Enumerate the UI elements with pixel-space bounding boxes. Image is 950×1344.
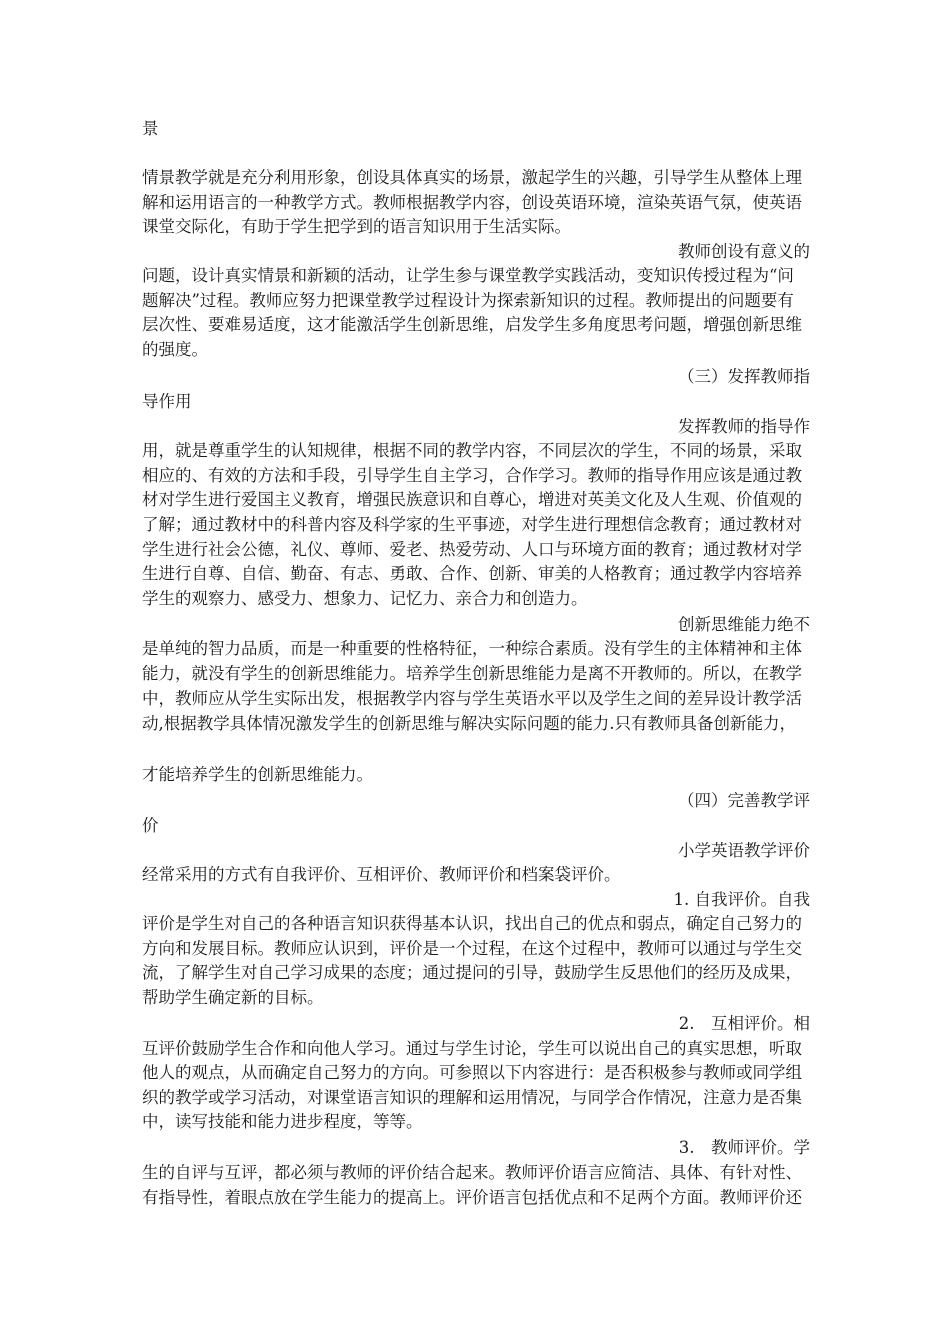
- text-line: 动,根据教学具体情况激发学生的创新思维与解决实际问题的能力.只有教师具备创新能力，: [142, 714, 796, 733]
- text-line: 评价是学生对自己的各种语言知识获得基本认识，找出自己的优点和弱点，确定自己努力的: [142, 914, 802, 933]
- section-heading: （四）完善教学评: [678, 791, 810, 810]
- text-line: 3. 教师评价。学: [678, 1138, 810, 1157]
- text-line: 了解；通过教材中的科普内容及科学家的生平事迹，对学生进行理想信念教育；通过教材对: [142, 515, 802, 534]
- text-line: 经常采用的方式有自我评价、互相评价、教师评价和档案袋评价。: [142, 865, 621, 884]
- text-line: 材对学生进行爱国主义教育，增强民族意识和自尊心，增进对英美文化及人生观、价值观的: [142, 490, 802, 509]
- text-line: 的强度。: [142, 340, 208, 359]
- text-line: 题解决”过程。教师应努力把课堂教学过程设计为探索新知识的过程。教师提出的问题要有: [142, 291, 794, 310]
- text-line: 是单纯的智力品质，而是一种重要的性格特征，一种综合素质。没有学生的主体精神和主体: [142, 639, 802, 658]
- text-line: 1. 自我评价。自我: [673, 890, 810, 909]
- text-line: 生的自评与互评，都必须与教师的评价结合起来。教师评价语言应简洁、具体、有针对性、: [142, 1163, 802, 1182]
- text-line: 景: [142, 119, 159, 138]
- section-heading: （三）发挥教师指: [678, 367, 810, 386]
- text-line: 发挥教师的指导作: [678, 417, 810, 436]
- text-line: 解和运用语言的一种教学方式。教师根据教学内容，创设英语环境，渲染英语气氛，使英语: [142, 193, 802, 212]
- section-heading: 价: [142, 816, 159, 835]
- text-line: 课堂交际化，有助于学生把学到的语言知识用于生活实际。: [142, 217, 571, 236]
- text-line: 流，了解学生对自己学习成果的态度；通过提问的引导，鼓励学生反思他们的经历及成果，: [142, 963, 802, 982]
- text-line: 学生的观察力、感受力、想象力、记忆力、亲合力和创造力。: [142, 589, 588, 608]
- text-line: 层次性、要难易适度，这才能激活学生创新思维，启发学生多角度思考问题，增强创新思维: [142, 315, 802, 334]
- text-line: 学生进行社会公德，礼仪、尊师、爱老、热爱劳动、人口与环境方面的教育；通过教材对学: [142, 540, 802, 559]
- text-line: 才能培养学生的创新思维能力。: [142, 765, 373, 784]
- text-line: 帮助学生确定新的目标。: [142, 988, 324, 1007]
- text-line: 织的教学或学习活动，对课堂语言知识的理解和运用情况，与同学合作情况，注意力是否集: [142, 1088, 802, 1107]
- section-heading: 导作用: [142, 392, 192, 411]
- text-line: 中，教师应从学生实际出发，根据教学内容与学生英语水平以及学生之间的差异设计教学活: [142, 689, 802, 708]
- text-line: 问题，设计真实情景和新颖的活动，让学生参与课堂教学实践活动，变知识传授过程为“问: [142, 266, 794, 285]
- text-line: 小学英语教学评价: [678, 841, 810, 860]
- text-line: 方向和发展目标。教师应认识到，评价是一个过程，在这个过程中，教师可以通过与学生交: [142, 939, 802, 958]
- text-line: 有指导性，着眼点放在学生能力的提高上。评价语言包括优点和不足两个方面。教师评价还: [142, 1188, 802, 1207]
- text-line: 情景教学就是充分利用形象，创设具体真实的场景，激起学生的兴趣，引导学生从整体上理: [142, 168, 802, 187]
- text-line: 生进行自尊、自信、勤奋、有志、勇敢、合作、创新、审美的人格教育；通过教学内容培养: [142, 564, 802, 583]
- text-line: 相应的、有效的方法和手段，引导学生自主学习，合作学习。教师的指导作用应该是通过教: [142, 466, 802, 485]
- text-line: 用，就是尊重学生的认知规律，根据不同的教学内容，不同层次的学生，不同的场景，采取: [142, 441, 802, 460]
- text-line: 能力，就没有学生的创新思维能力。培养学生创新思维能力是离不开教师的。所以，在教学: [142, 664, 802, 683]
- text-line: 中，读写技能和能力进步程度，等等。: [142, 1112, 423, 1131]
- text-line: 2. 互相评价。相: [678, 1014, 810, 1033]
- text-line: 教师创设有意义的: [678, 242, 810, 261]
- text-line: 互评价鼓励学生合作和向他人学习。通过与学生讨论，学生可以说出自己的真实思想，听取: [142, 1039, 802, 1058]
- text-line: 创新思维能力绝不: [678, 615, 810, 634]
- text-line: 他人的观点，从而确定自己努力的方向。可参照以下内容进行：是否积极参与教师或同学组: [142, 1063, 802, 1082]
